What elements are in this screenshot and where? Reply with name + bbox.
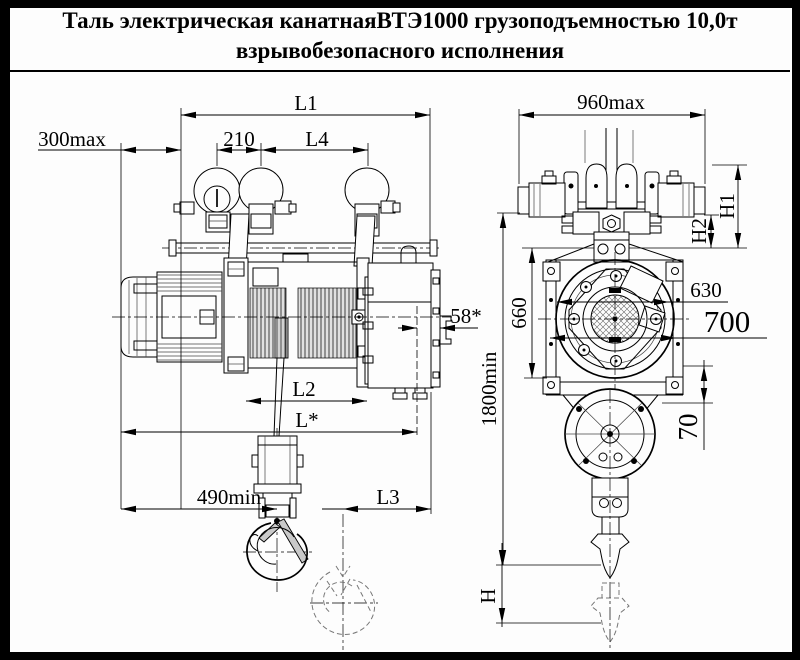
dim-70: [673, 360, 707, 450]
travel-motor-left: [518, 171, 565, 217]
dim-label-H: H: [476, 588, 500, 604]
dim-label-L2: L2: [292, 377, 316, 401]
rope-drum: [248, 254, 370, 387]
dim-label-660: 660: [507, 297, 531, 329]
dim-L3: [322, 485, 431, 512]
dim-Lstar: [121, 408, 417, 435]
dim-label-70: 70: [673, 413, 703, 441]
dim-label-960max: 960max: [577, 90, 645, 114]
dim-label-H2: H2: [687, 218, 711, 244]
hook-block-front: [563, 389, 658, 585]
suspension-bracket: [548, 232, 683, 262]
dim-label-700: 700: [703, 304, 751, 339]
dim-label-L4: L4: [305, 127, 329, 151]
ghost-hook-side: [310, 514, 378, 650]
side-view: [38, 91, 482, 650]
dim-label-58: 58*: [450, 304, 482, 328]
dim-label-210: 210: [223, 127, 255, 151]
dim-label-490min: 490min: [196, 485, 262, 509]
trolley-front: [518, 164, 705, 262]
drawing-title-line1: Таль электрическая канатнаяВТЭ1000 грузоподъемностью 10,0т: [62, 8, 738, 33]
dim-960max: [519, 90, 705, 118]
dim-label-H1: H1: [715, 193, 739, 219]
dim-H1: [715, 165, 741, 248]
dim-H2: [687, 215, 714, 248]
travel-motor-right: [658, 171, 705, 217]
dim-1800min: [477, 213, 506, 565]
wire-rope: [274, 358, 284, 436]
dim-L1: [181, 91, 430, 118]
dim-210-L4: [217, 127, 368, 153]
dim-label-Lstar: L*: [295, 408, 319, 432]
dim-label-300max: 300max: [38, 127, 106, 151]
dim-660: [507, 248, 535, 378]
dim-300max: [38, 127, 181, 153]
dim-label-630: 630: [690, 278, 722, 302]
dim-label-L1: L1: [294, 91, 318, 115]
hook-block-side: [243, 428, 312, 592]
ghost-hook-front: [591, 583, 629, 650]
dim-490min: [121, 485, 277, 512]
front-view: [476, 90, 767, 650]
electrical-box: [363, 246, 451, 399]
dim-L2: [246, 377, 367, 404]
dim-label-L3: L3: [376, 485, 400, 509]
dim-H: [476, 543, 505, 627]
motor-flange: [224, 258, 248, 373]
drawing-title-line2: взрывобезопасного исполнения: [235, 38, 565, 63]
dim-label-1800min: 1800min: [477, 351, 501, 427]
trolley-wheel-3: [345, 168, 400, 266]
